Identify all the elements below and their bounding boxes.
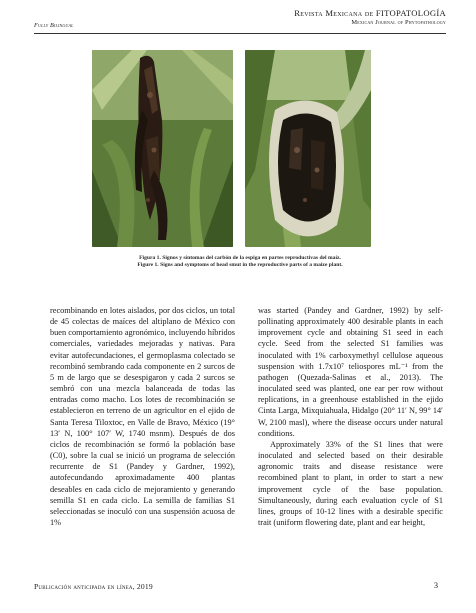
- figure-photo-right: [245, 50, 371, 247]
- caption-spanish: Figura 1. Signos y síntomas del carbón de la espiga en partes reproductivas del maíz.: [139, 255, 341, 261]
- journal-header: [294, 8, 446, 26]
- paragraph: recombinando en lotes aislados, por dos ciclos, un total de 45 colectas de maíces del altiplano de México con buen comportamiento agronómico, incluyendo híbridos comerciales, variedades mejoradas y nativas. Para evitar autofecundaciones, el germoplasma colectado se recombinó sembrando cada componente en 2 surcos de 5 m de largo que se desespigaron y cada 2 surcos se sembró con una mezcla balanceada de todas las entradas como macho. Los lotes de recombinación se establecieron en terreno de un agricultor en el ejido de Santa Teresa Tiloxtoc, en Valle de Bravo, México (19° 13′ N, 100° 107′ W, 1740 msnm). Después de dos ciclos de recombinación se formó la población base (C0), sobre la cual se inició un programa de selección recurrente de S1 (Pandey y Gardner, 1992), autofecundando aproximadamente 400 plantas deseables en cada ciclo de mejoramiento y generando semilla S1 en cada ciclo. La semilla de familias S1 seleccionadas se inoculó con una suspensión acuosa de 1%: [50, 306, 235, 527]
- footer-publication-note: Publicación anticipada en línea, 2019: [34, 582, 153, 591]
- figure-photo-left: [92, 50, 233, 247]
- page-number: 3: [433, 581, 438, 590]
- paragraph: Approximately 33% of the S1 lines that were inoculated and selected based on their desirable agronomic traits and disease resistance were recombined plant to plant, in order to start a new improvement cycle of the base population. Simultaneously, during each evaluation cycle of S1 lines, groups of 10-12 lines with a desirable specific trait (uniform flowering date, plant and ear height,: [258, 439, 443, 527]
- body-column-left: [50, 305, 235, 528]
- caption-english: Figure 1. Signs and symptoms of head smut in the reproductive parts of a maize plant.: [137, 262, 343, 268]
- figure-caption: [34, 255, 446, 269]
- journal-title-english: Mexican Journal of Phytopathology: [351, 19, 446, 26]
- running-head-left: Fully Bilingual: [34, 22, 74, 29]
- body-column-right: [258, 305, 443, 528]
- paragraph: was started (Pandey and Gardner, 1992) by self-pollinating approximately 400 desirable plants in each improvement cycle and obtaining S1 seed in each cycle. Seed from the selected S1 families was inoculated with 1% carboxymethyl cellulose aqueous suspension with 1.7x10⁷ teliospores mL⁻¹ from the pathogen (Quezada-Salinas et al., 2013). The inoculated seed was planted, one ear per row without replications, in a greenhouse established in the ejido Cinta Larga, Mixquiahuala, Hidalgo (20° 11′ N, 99° 14′ W, 2100 masl), where the disease occurs under natural conditions.: [258, 306, 443, 438]
- header-rule: [34, 33, 446, 34]
- journal-title: Revista Mexicana de FITOPATOLOGÍA: [294, 8, 446, 18]
